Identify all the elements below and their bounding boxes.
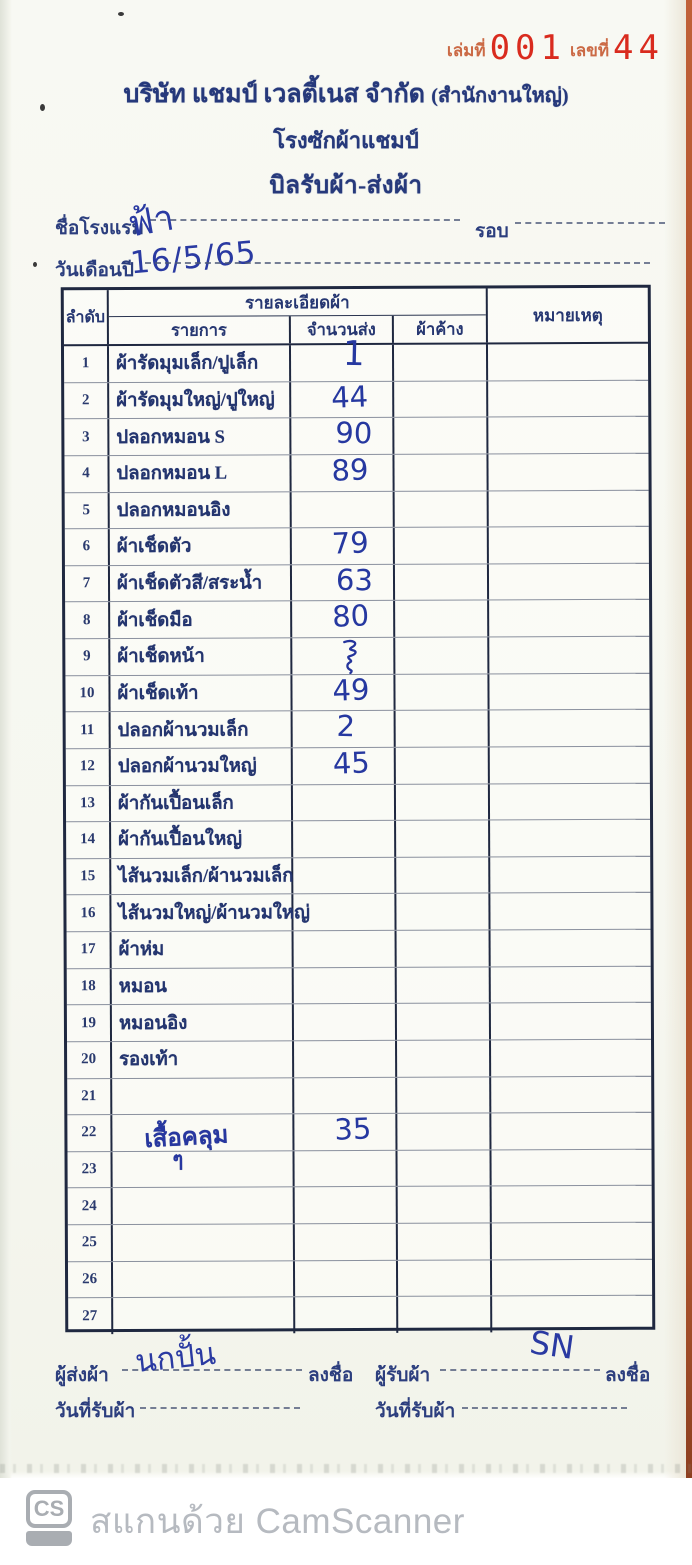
company-name-text: บริษัท แชมป์ เวลตี้เนส จำกัด — [123, 81, 426, 108]
camscanner-logo-icon — [26, 1490, 76, 1546]
qty-pending-cell — [394, 454, 488, 490]
document-title: บิลรับผ้า-ส่งผ้า — [269, 173, 423, 199]
remark-cell — [489, 637, 649, 673]
qty-pending-cell — [398, 1223, 492, 1259]
table-row — [65, 637, 649, 676]
qty-sent-cell — [293, 745, 396, 784]
qty-pending-cell — [396, 784, 490, 820]
qty-pending-cell — [395, 601, 489, 637]
table-row — [67, 1003, 651, 1042]
receiver-signature-handwriting: SN — [527, 1323, 577, 1367]
carbon-copy-edge-strip — [686, 0, 692, 1478]
qty-pending-cell — [397, 1040, 491, 1076]
row-number: 4 — [64, 456, 109, 492]
item-name-cell: หมอนอิง — [112, 1005, 294, 1041]
remark-cell — [488, 380, 648, 416]
qty-sent-cell — [292, 525, 395, 564]
remark-cell — [491, 1003, 651, 1039]
header-remarks: หมายเหตุ — [532, 305, 603, 325]
date-line — [145, 261, 650, 264]
bill-number-label: เลขที่ — [569, 41, 610, 60]
qty-sent-cell — [291, 452, 394, 491]
table-row — [64, 417, 648, 456]
remark-cell — [491, 1076, 651, 1112]
header-details-group — [109, 288, 488, 344]
qty-pending-cell — [398, 1297, 492, 1333]
hotel-name-line — [150, 218, 460, 221]
item-name-cell: ผ้าห่ม — [112, 931, 294, 967]
table-row — [65, 600, 649, 639]
qty-pending-cell — [397, 1114, 491, 1150]
sender-label: ผู้ส่งผ้า — [55, 1365, 109, 1386]
qty-sent-cell — [291, 333, 394, 381]
remark-cell — [490, 820, 650, 856]
item-name-cell: ผ้าเช็ดมือ — [110, 602, 292, 638]
row-number: 16 — [66, 895, 111, 931]
qty-sent-cell — [293, 711, 396, 747]
handwritten-qty: 89 — [330, 452, 370, 488]
row-number: 13 — [66, 786, 111, 822]
qty-sent-cell — [291, 415, 394, 454]
row-number: 26 — [68, 1262, 113, 1298]
qty-sent-cell — [295, 1297, 398, 1333]
qty-sent-cell — [292, 671, 395, 710]
scribbled-out-number — [338, 638, 364, 674]
sender-signature-handwriting: นกปั้น — [133, 1335, 218, 1381]
row-number: 15 — [66, 859, 111, 895]
qty-pending-cell — [398, 1187, 492, 1223]
camscanner-watermark-text: สแกนด้วย CamScanner — [90, 1502, 465, 1541]
row-number: 3 — [64, 419, 109, 455]
table-row — [68, 1259, 652, 1298]
item-name-cell: ไส้นวมใหญ่/ผ้านวมใหญ่ — [111, 895, 293, 931]
table-row — [66, 747, 650, 786]
hotel-name-handwriting: ฟ้า — [124, 197, 178, 246]
row-number: 23 — [67, 1152, 112, 1188]
scan-noise-band — [0, 1464, 692, 1473]
scan-artifact — [33, 262, 37, 267]
qty-pending-cell — [396, 857, 490, 893]
row-number: 1 — [64, 346, 109, 382]
qty-pending-cell — [397, 967, 491, 1003]
handwritten-qty: 63 — [335, 562, 374, 598]
remark-cell — [488, 454, 648, 490]
remark-cell — [491, 930, 651, 966]
handwritten-qty: 80 — [331, 598, 370, 635]
handwritten-item: เสื้อคลุม — [143, 1120, 230, 1154]
received-date-line-right — [462, 1406, 627, 1409]
qty-sent-cell — [292, 638, 395, 674]
round-label: รอบ — [475, 221, 509, 242]
company-branch: (สำนักงานใหญ่) — [431, 85, 569, 107]
table-row — [67, 1076, 651, 1115]
table-row — [67, 1149, 651, 1188]
header-qty-sent: จำนวนส่ง — [291, 316, 394, 343]
header-order: ลำดับ — [64, 290, 109, 344]
qty-sent-cell — [294, 1041, 397, 1077]
item-name-cell: ผ้ากันเปื้อนเล็ก — [111, 785, 293, 821]
qty-sent-cell — [293, 821, 396, 857]
item-name-cell: หมอน — [112, 968, 294, 1004]
row-number: 25 — [68, 1225, 113, 1261]
remark-cell — [491, 1113, 651, 1149]
row-number: 10 — [65, 676, 110, 712]
row-number: 2 — [64, 383, 109, 419]
qty-sent-cell — [295, 1187, 398, 1223]
qty-pending-cell — [396, 821, 490, 857]
received-date-label-left: วันที่รับผ้า — [55, 1401, 136, 1422]
remark-cell — [490, 856, 650, 892]
item-name-cell — [112, 1078, 294, 1114]
handwritten-qty: 49 — [331, 671, 371, 708]
item-name-cell: ผ้ารัดมุมใหญ่/ปูใหญ่ — [109, 382, 291, 418]
received-date-label-right: วันที่รับผ้า — [375, 1401, 456, 1422]
laundry-table — [61, 285, 656, 1333]
table-row — [66, 856, 650, 895]
item-name-cell: ผ้ากันเปื้อนใหญ่ — [111, 821, 293, 857]
remark-cell — [489, 563, 649, 599]
qty-sent-cell — [294, 931, 397, 967]
qty-sent-cell — [292, 491, 395, 527]
qty-pending-cell — [397, 930, 491, 966]
qty-sent-cell — [292, 562, 395, 601]
qty-pending-cell — [395, 674, 489, 710]
row-number: 6 — [65, 529, 110, 565]
qty-sent-cell — [293, 784, 396, 820]
header-item: รายการ — [109, 316, 291, 344]
qty-pending-cell — [396, 711, 490, 747]
bill-number-value: 44 — [613, 28, 664, 68]
item-name-cell: ไส้นวมเล็ก/ผ้านวมเล็ก — [111, 858, 293, 894]
qty-pending-cell — [395, 491, 489, 527]
handwritten-qty: 35 — [333, 1111, 372, 1147]
handwritten-qty: 1 — [342, 333, 366, 375]
table-row — [66, 820, 650, 859]
book-number-value: 001 — [489, 28, 566, 68]
serial-numbers — [447, 28, 664, 68]
row-number: 17 — [67, 932, 112, 968]
qty-sent-cell — [295, 1224, 398, 1260]
qty-pending-cell — [394, 418, 488, 454]
table-row — [66, 710, 650, 749]
item-name-cell: ผ้าเช็ดตัว — [110, 528, 292, 564]
qty-pending-cell — [396, 747, 490, 783]
item-name-cell — [113, 1224, 295, 1260]
receiver-signature-line — [440, 1368, 600, 1371]
item-name-cell: ปลอกหมอน S — [109, 419, 291, 455]
row-number: 11 — [66, 712, 111, 748]
handwritten-qty: 44 — [330, 378, 369, 415]
item-name-cell: ผ้าเช็ดตัวสี/สระน้ำ — [110, 565, 292, 601]
qty-pending-cell — [395, 637, 489, 673]
qty-pending-cell — [394, 381, 488, 417]
row-number: 22 — [67, 1115, 112, 1151]
company-name — [0, 74, 692, 114]
item-name-cell: ผ้าเช็ดหน้า — [110, 638, 292, 674]
qty-pending-cell — [397, 1150, 491, 1186]
row-number: 14 — [66, 822, 111, 858]
table-row — [67, 1040, 651, 1079]
remark-cell — [492, 1186, 652, 1222]
handwritten-qty: 79 — [331, 525, 370, 561]
sign-label-left: ลงชื่อ — [308, 1365, 354, 1386]
table-row — [64, 333, 648, 383]
table-row — [65, 527, 649, 566]
table-row — [68, 1223, 652, 1262]
row-number: 24 — [68, 1188, 113, 1224]
item-name-cell: ผ้าเช็ดเท้า — [110, 675, 292, 711]
row-number: 7 — [65, 566, 110, 602]
item-name-cell: รองเท้า — [112, 1041, 294, 1077]
row-number: 21 — [67, 1079, 112, 1115]
row-number: 9 — [65, 639, 110, 675]
document-header — [0, 74, 692, 204]
qty-pending-cell — [394, 344, 488, 380]
table-row — [65, 673, 649, 712]
item-name-cell: ผ้ารัดมุมเล็ก/ปูเล็ก — [109, 345, 291, 381]
table-row — [65, 563, 649, 602]
table-row — [64, 380, 648, 419]
remark-cell — [492, 1259, 652, 1295]
qty-sent-cell — [293, 894, 396, 930]
book-number-label: เล่มที่ — [446, 41, 486, 60]
remark-cell — [490, 710, 650, 746]
handwritten-qty: 45 — [332, 745, 371, 781]
header-details: รายละเอียดผ้า — [109, 288, 486, 317]
remark-cell — [489, 527, 649, 563]
qty-pending-cell — [397, 1004, 491, 1040]
received-date-line-left — [140, 1406, 300, 1409]
laundry-table-body — [64, 333, 652, 1335]
qty-sent-cell — [294, 967, 397, 1003]
item-name-cell: ปลอกหมอนอิง — [110, 492, 292, 528]
qty-sent-cell — [295, 1260, 398, 1296]
item-name-cell — [112, 1114, 294, 1171]
handwritten-qty: 90 — [334, 415, 373, 451]
hotel-name-label: ชื่อโรงแรม — [55, 218, 144, 239]
table-row — [67, 930, 651, 969]
remark-cell — [490, 783, 650, 819]
scan-artifact — [118, 12, 124, 16]
remark-cell — [492, 1223, 652, 1259]
qty-pending-cell — [395, 528, 489, 564]
remark-cell — [491, 1040, 651, 1076]
remark-cell — [488, 417, 648, 453]
date-handwriting: 16/5/65 — [128, 234, 258, 282]
qty-sent-cell — [294, 1111, 397, 1150]
handwritten-qty: 2 — [336, 709, 356, 744]
qty-pending-cell — [397, 1077, 491, 1113]
round-line — [515, 221, 665, 224]
sign-label-right: ลงชื่อ — [605, 1365, 651, 1386]
remark-cell — [489, 673, 649, 709]
laundry-name: โรงซักผ้าแชมป์ — [273, 128, 419, 153]
remark-cell — [492, 1296, 652, 1332]
table-row — [65, 490, 649, 529]
remark-cell — [491, 1149, 651, 1185]
table-row — [68, 1186, 652, 1225]
row-number: 20 — [67, 1042, 112, 1078]
table-row — [66, 893, 650, 932]
camscanner-logo-tab — [26, 1531, 72, 1546]
remark-cell — [491, 966, 651, 1002]
remark-cell — [489, 490, 649, 526]
date-label: วันเดือนปี — [55, 260, 134, 281]
header-qty-pending: ผ้าค้าง — [416, 319, 464, 339]
table-row — [64, 454, 648, 493]
item-name-cell: ปลอกผ้านวมเล็ก — [111, 712, 293, 748]
item-name-cell: ปลอกหมอน L — [109, 455, 291, 491]
item-name-cell — [113, 1261, 295, 1297]
remark-cell — [489, 600, 649, 636]
remark-cell — [490, 893, 650, 929]
qty-sent-cell — [293, 858, 396, 894]
item-name-cell — [113, 1188, 295, 1224]
qty-sent-cell — [292, 598, 395, 637]
qty-sent-cell — [294, 1151, 397, 1187]
row-number: 5 — [65, 493, 110, 529]
remark-cell — [488, 344, 648, 380]
row-number: 18 — [67, 969, 112, 1005]
row-number: 27 — [68, 1298, 113, 1334]
paper-right-edge-shadow — [664, 0, 686, 1478]
table-row — [66, 783, 650, 822]
row-number: 12 — [66, 749, 111, 785]
row-number: 8 — [65, 602, 110, 638]
qty-sent-cell — [294, 1004, 397, 1040]
paper-left-edge-shadow — [0, 0, 12, 1478]
table-row — [67, 966, 651, 1005]
row-number: 19 — [67, 1005, 112, 1041]
receiver-label: ผู้รับผ้า — [375, 1365, 431, 1386]
camscanner-footer — [0, 1478, 692, 1565]
qty-sent-cell — [291, 378, 394, 417]
item-name-cell — [112, 1151, 294, 1187]
qty-sent-cell — [294, 1077, 397, 1113]
item-name-cell: ปลอกผ้านวมใหญ่ — [111, 748, 293, 784]
qty-pending-cell — [398, 1260, 492, 1296]
camscanner-logo-text: CS — [33, 1496, 65, 1521]
handwritten-repeat-mark: ๆ — [172, 1146, 184, 1171]
qty-pending-cell — [395, 564, 489, 600]
remark-cell — [490, 747, 650, 783]
qty-pending-cell — [396, 894, 490, 930]
